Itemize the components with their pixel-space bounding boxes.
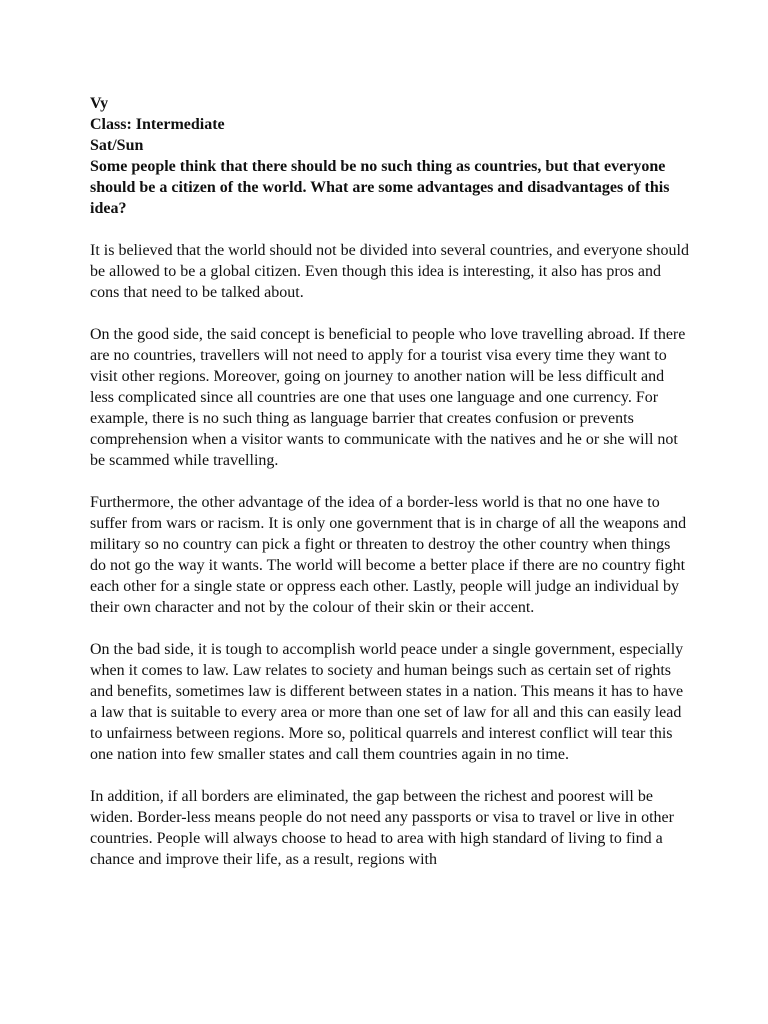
essay-prompt: Some people think that there should be no such thing as countries, but that everyone should be a citizen of the world. What are some advantages and disadvantages of this idea? xyxy=(90,158,670,217)
essay-paragraph-advantage-travel: On the good side, the said concept is beneficial to people who love travelling abroad. If there are no countries, travellers will not need to apply for a tourist visa every time they want to visit other regions. Moreover, going on journey to another nation will be less difficult and less complicated since all countries are one that uses one language and one currency. For example, there is no such thing as language barrier that creates confusion or prevents comprehension when a visitor wants to communicate with the natives and he or she will not be scammed while travelling. xyxy=(90,326,686,469)
essay-paragraph-disadvantage-law: On the bad side, it is tough to accomplish world peace under a single government, especially when it comes to law. Law relates to society and human beings such as certain set of rights and benefits, sometimes law is different between states in a nation. This means it has to have a law that is suitable to every area or more than one set of law for all and this can easily lead to unfairness between regions. More so, political quarrels and interest conflict will tear this one nation into few smaller states and call them countries again in no time. xyxy=(90,641,684,763)
document-page xyxy=(90,93,690,891)
student-name: Vy xyxy=(90,95,109,112)
essay-paragraph-advantage-peace: Furthermore, the other advantage of the idea of a border-less world is that no one have to suffer from wars or racism. It is only one government that is in charge of all the weapons and military so no country can pick a fight or threaten to destroy the other country when things do not go the way it wants. The world will become a better place if there are no country fight each other for a single state or oppress each other. Lastly, people will judge an individual by their own character and not by the colour of their skin or their accent. xyxy=(90,494,687,616)
class-level: Class: Intermediate xyxy=(90,116,225,133)
schedule: Sat/Sun xyxy=(90,137,144,154)
essay-paragraph-disadvantage-inequality: In addition, if all borders are eliminated, the gap between the richest and poorest will be widen. Border-less means people do not need any passports or visa to travel or live in other countries. People will always choose to head to area with high standard of living to find a chance and improve their life, as a result, regions with xyxy=(90,788,674,868)
essay-paragraph-intro: It is believed that the world should not be divided into several countries, and everyone should be allowed to be a global citizen. Even though this idea is interesting, it also has pros and cons that need to be talked about. xyxy=(90,242,689,301)
